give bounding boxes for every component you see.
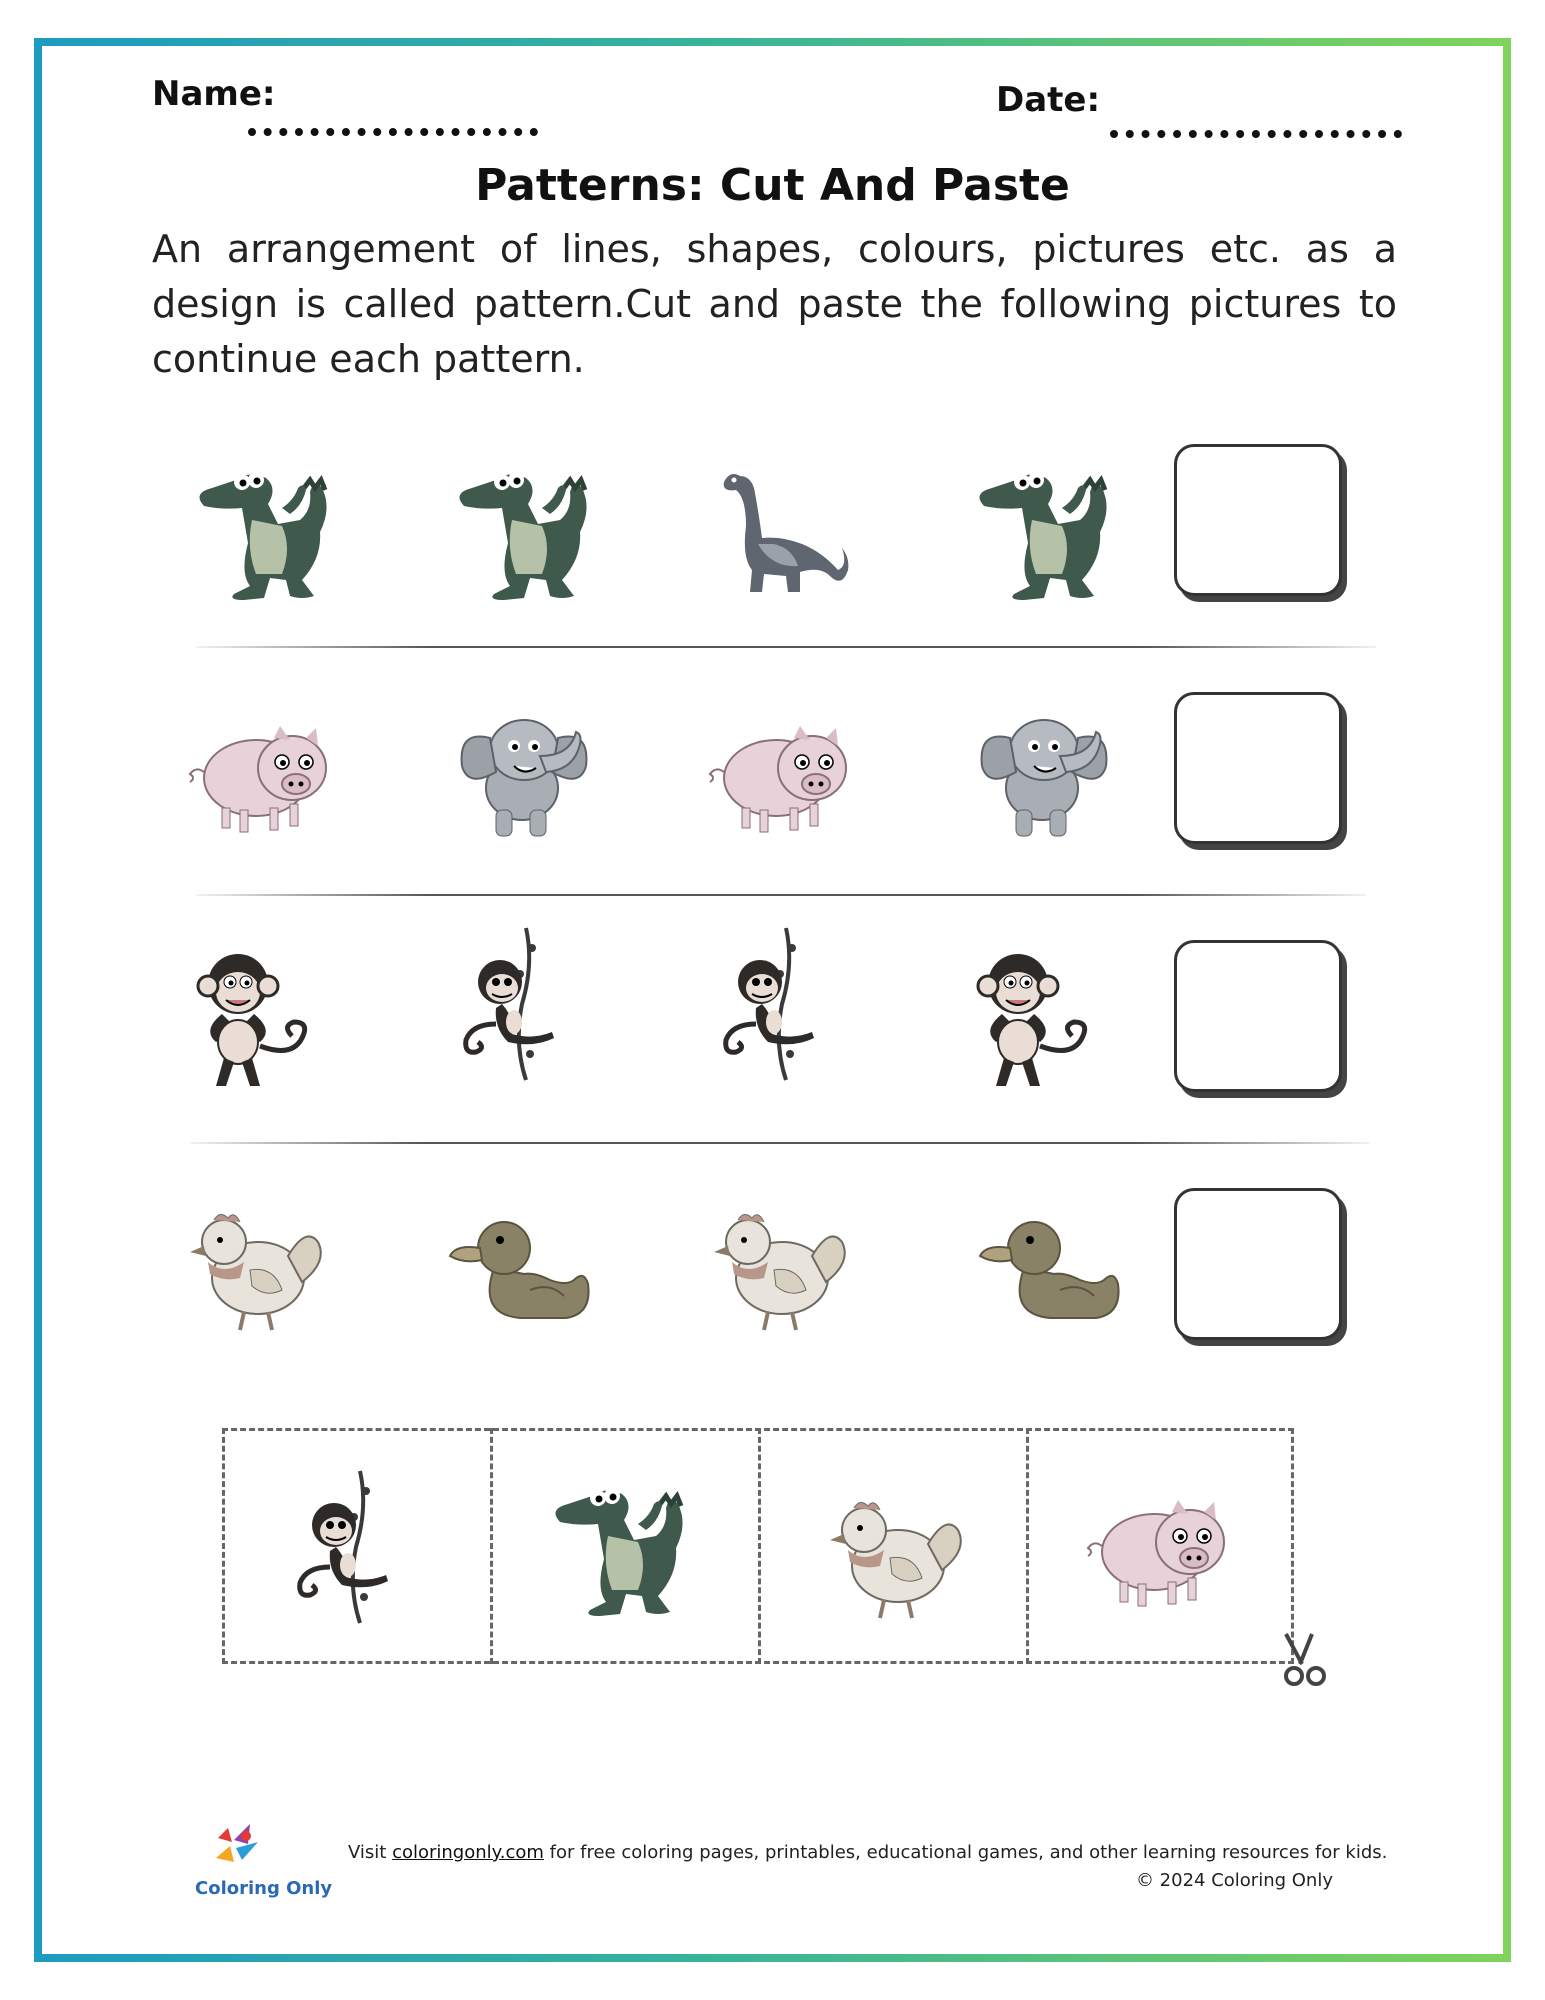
elephant-icon: [962, 692, 1122, 852]
cut-line: [490, 1428, 493, 1664]
duck-icon: [968, 1186, 1128, 1346]
date-label: Date:: [996, 80, 1101, 120]
elephant-icon: [442, 692, 602, 852]
crocodile-icon: [442, 448, 602, 608]
footer-link[interactable]: coloringonly.com: [392, 1842, 544, 1863]
monkey-standing-icon: [962, 938, 1122, 1098]
pig-icon: [182, 692, 342, 852]
name-field[interactable]: [248, 128, 538, 136]
dinosaur-icon: [702, 448, 862, 608]
row-divider: [196, 894, 1366, 896]
row-divider: [196, 646, 1376, 648]
footer-copyright: © 2024 Coloring Only: [1135, 1870, 1333, 1891]
cut-out-crocodile-icon[interactable]: [538, 1464, 698, 1624]
worksheet-title: Patterns: Cut And Paste: [475, 160, 1070, 211]
footer-visit-text: Visit coloringonly.com for free coloring pages, printables, educational games, and other learning resources for kids.: [348, 1842, 1388, 1863]
answer-box-row-3[interactable]: [1174, 940, 1342, 1092]
date-field[interactable]: [1110, 130, 1402, 138]
scissors-icon: [1272, 1630, 1334, 1692]
row-divider: [190, 1142, 1370, 1144]
crocodile-icon: [182, 448, 342, 608]
duck-icon: [438, 1186, 598, 1346]
name-label: Name:: [152, 74, 276, 114]
cut-line: [758, 1428, 761, 1664]
monkey-swinging-icon: [442, 924, 602, 1084]
monkey-standing-icon: [182, 938, 342, 1098]
hen-icon: [702, 1186, 862, 1346]
monkey-swinging-icon: [702, 924, 862, 1084]
answer-box-row-2[interactable]: [1174, 692, 1342, 844]
pig-icon: [702, 692, 862, 852]
cut-out-pig-icon[interactable]: [1080, 1466, 1240, 1626]
crocodile-icon: [962, 448, 1122, 608]
answer-box-row-1[interactable]: [1174, 444, 1342, 596]
cut-line: [1026, 1428, 1029, 1664]
hen-icon: [178, 1186, 338, 1346]
cut-out-hen-icon[interactable]: [818, 1474, 978, 1634]
answer-box-row-4[interactable]: [1174, 1188, 1342, 1340]
worksheet-description: An arrangement of lines, shapes, colours, pictures etc. as a design is called pattern.Cut and paste the following pictures to continue each pattern.: [152, 227, 1397, 381]
cut-out-monkey-swinging-icon[interactable]: [276, 1440, 436, 1654]
logo-text: Coloring Only: [195, 1878, 333, 1899]
